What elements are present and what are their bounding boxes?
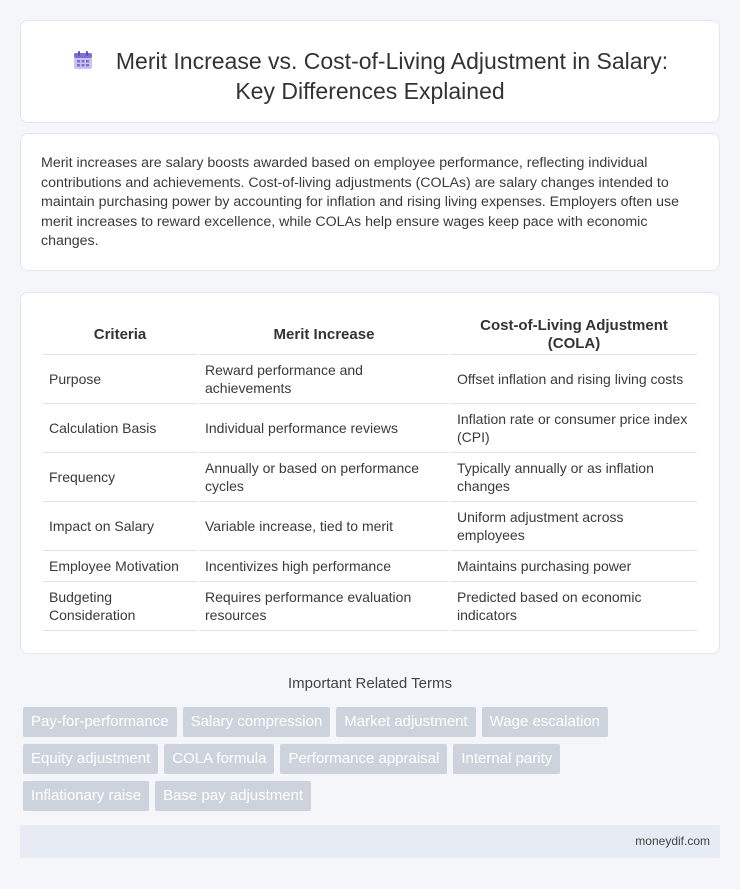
related-term-tag[interactable]: Pay-for-performance (23, 707, 177, 737)
table-row (43, 355, 697, 404)
title-line-1: Merit Increase vs. Cost-of-Living Adjustment in Salary: (115, 48, 669, 74)
table-cell: Budgeting Consideration (43, 582, 197, 631)
table-row (43, 453, 697, 502)
page-title (21, 46, 719, 106)
footer (20, 825, 720, 858)
header-merit: Merit Increase (199, 315, 449, 355)
comparison-table (41, 315, 699, 631)
intro-card (20, 133, 720, 271)
related-term-tag[interactable]: Inflationary raise (23, 781, 149, 811)
table-row (43, 551, 697, 582)
related-term-tag[interactable]: Salary compression (183, 707, 331, 737)
table-cell: Requires performance evaluation resources (199, 582, 449, 631)
table-cell: Frequency (43, 453, 197, 502)
table-cell: Predicted based on economic indicators (451, 582, 697, 631)
table-cell: Offset inflation and rising living costs (451, 355, 697, 404)
table-row (43, 582, 697, 631)
related-term-tag[interactable]: Wage escalation (482, 707, 608, 737)
table-cell: Individual performance reviews (199, 404, 449, 453)
related-term-tag[interactable]: Base pay adjustment (155, 781, 311, 811)
related-term-tag[interactable]: Equity adjustment (23, 744, 158, 774)
table-cell: Incentivizes high performance (199, 551, 449, 582)
table-cell: Typically annually or as inflation changes (451, 453, 697, 502)
table-cell: Annually or based on performance cycles (199, 453, 449, 502)
table-row (43, 502, 697, 551)
header-cola: Cost-of-Living Adjustment (COLA) (451, 315, 697, 355)
footer-site-link[interactable]: moneydif.com (635, 834, 710, 848)
related-term-tag[interactable]: Internal parity (453, 744, 560, 774)
table-row (43, 404, 697, 453)
table-header-row (43, 315, 697, 355)
header-criteria: Criteria (43, 315, 197, 355)
related-term-tag[interactable]: Performance appraisal (280, 744, 447, 774)
table-cell: Reward performance and achievements (199, 355, 449, 404)
title-line-2: Key Differences Explained (235, 78, 505, 104)
table-cell: Uniform adjustment across employees (451, 502, 697, 551)
related-term-tag[interactable]: Market adjustment (336, 707, 475, 737)
calendar-icon (72, 49, 94, 71)
table-cell: Variable increase, tied to merit (199, 502, 449, 551)
table-cell: Inflation rate or consumer price index (CPI) (451, 404, 697, 453)
table-cell: Maintains purchasing power (451, 551, 697, 582)
table-cell: Employee Motivation (43, 551, 197, 582)
comparison-card (20, 292, 720, 654)
intro-paragraph: Merit increases are salary boosts awarded based on employee performance, reflecting individual contributions and achievements. Cost-of-living adjustments (COLAs) are salary changes intended to maintain purchasing power by accounting for inflation and rising living expenses. Employers often use merit increases to reward excellence, while COLAs help ensure wages keep pace with economic changes. (41, 155, 680, 249)
table-cell: Purpose (43, 355, 197, 404)
table-cell: Impact on Salary (43, 502, 197, 551)
related-term-tag[interactable]: COLA formula (164, 744, 274, 774)
table-cell: Calculation Basis (43, 404, 197, 453)
related-terms-list (23, 707, 703, 818)
title-card (20, 20, 720, 123)
related-terms-heading: Important Related Terms (288, 675, 452, 692)
